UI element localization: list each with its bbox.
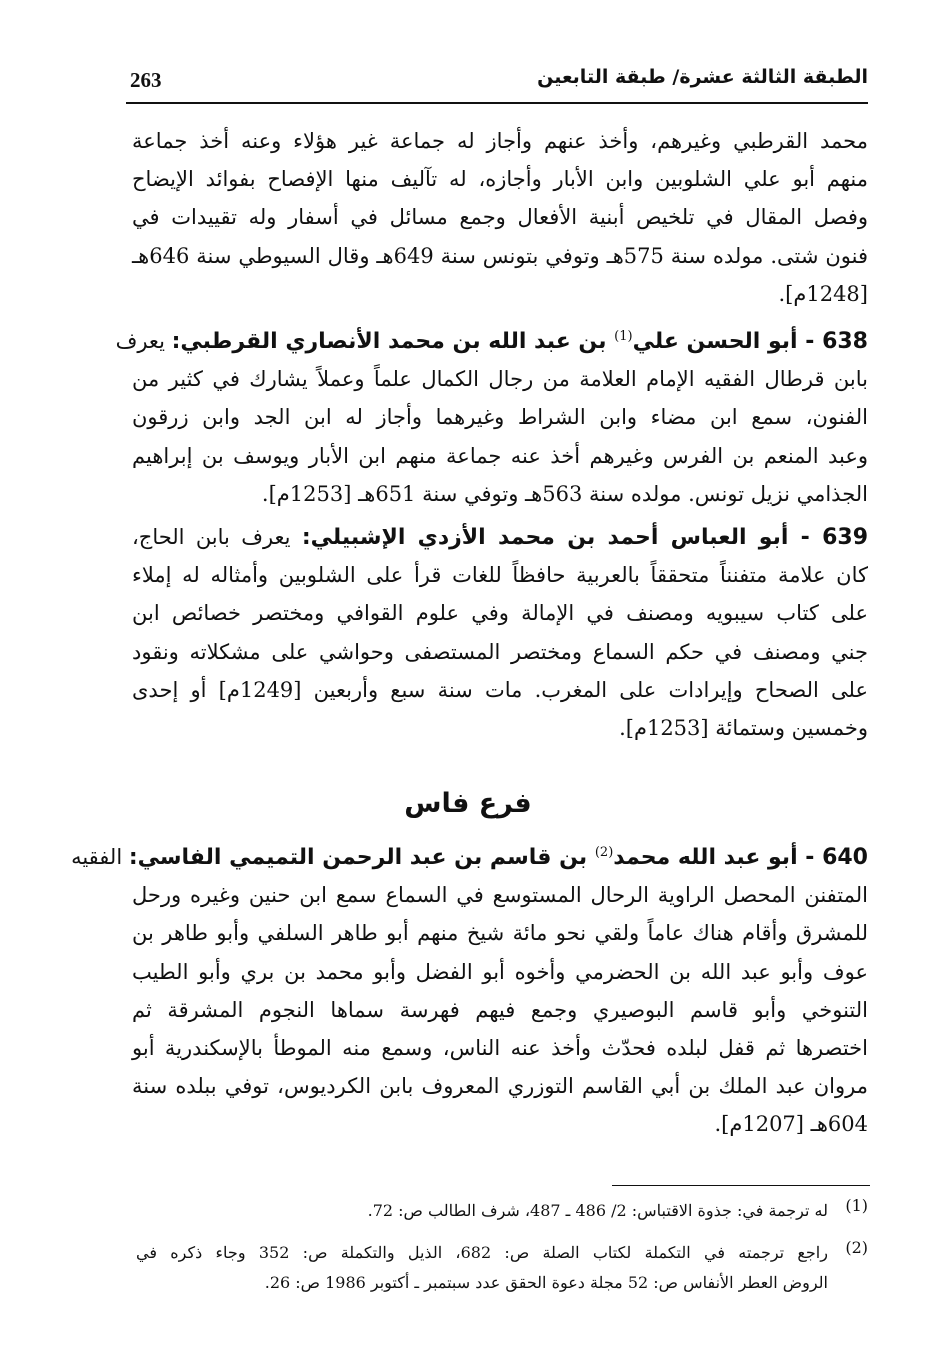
entry-heading: 639 - أبو العباس أحمد بن محمد الأزدي الإشبيلي: [301,525,869,550]
entry-640 [71,838,868,1144]
header-rule [126,102,868,104]
text-line: التنوخي وأبو قاسم البوصيري وجمع فيهم فهرسة سماها النجوم المشرقة ثم [132,997,868,1022]
footnote-separator [612,1185,870,1186]
page-number: 263 [130,68,162,92]
entry-heading-line [132,518,868,556]
footnote-reference: (1) [614,329,633,344]
text-line: وفصل المقال في تلخيص أبنية الأفعال وجمع مسائل في أسفار وله تقييدات في [132,205,868,230]
text-line: منهم أبو علي الشلوبين وابن الأبار وأجازه، له تآليف منها الإفصاح بفوائد الإيضاح [132,167,868,192]
footnotes [136,1196,868,1310]
text-line: على الصحاح وإيرادات على المغرب. مات سنة سبع وأربعين [1249م] أو إحدى [132,677,869,702]
running-title: الطبقة الثالثة عشرة/ طبقة التابعين [537,66,868,88]
text-line: عوف وأبو عبد الله بن الحضرمي وأخوه أبو الفضل وأبو محمد بن بري وأبو الطيب [132,959,868,984]
text-line: وعبد المنعم بن الفرس وغيرهم أخذ عنه جماعة منهم ابن الأبار ويوسف بن إبراهيم [132,443,868,468]
text-line: جني ومصنف في حكم السماع ومختصر المستصفى وحواشي على مشكلاته ونقود [132,639,868,664]
text-line: 604هـ [1207م]. [714,1112,868,1137]
entry-heading-line [115,322,868,360]
footnote-number: (1) [845,1196,868,1215]
text-line: على كتاب سيبويه ومصنف في الإمالة وفي علوم القوافي ومختصر خصائص ابن [132,601,868,626]
text-line: اختصرها ثم قفل لبلده فحدّث وأخذ عنه الناس، وسمع منه الموطأ بالإسكندرية أبو [132,1035,868,1060]
entry-639 [132,518,868,747]
entry-638 [115,322,868,513]
footnote-line: راجع ترجمته في التكملة لكتاب الصلة ص: 682، الذيل والتكملة ص: 352 وجاء ذكره في [136,1243,828,1262]
text-line: وخمسين وستمائة [1253م]. [619,715,868,740]
footnote-number: (2) [845,1238,868,1257]
entry-first-line-tail: الفقيه [71,845,129,869]
text-line: للمشرق وأقام هناك عاماً ولقي نحو مائة شيخ منهم أبو طاهر السلفي وأبو طاهر بن [132,921,868,946]
entry-heading-line [71,838,868,876]
footnote-line: له ترجمة في: جذوة الاقتباس: 2/ 486 ـ 487، شرف الطالب ص: 72. [367,1201,828,1220]
footnote-reference: (2) [594,845,614,860]
text-line: مروان عبد الملك بن أبي القاسم التوزري المعروف بابن الكرديوس، توفي ببلده سنة [132,1074,868,1099]
text-line: بابن قرطال الفقيه الإمام العلامة من رجال الكمال علماً وعملاً يشارك في كثير من [132,367,868,392]
text-line: [1248م]. [778,281,868,306]
entry-637-continuation [132,122,868,313]
entry-heading-rest: بن قاسم بن عبد الرحمن التميمي الفاسي: [128,845,595,870]
text-line: فنون شتى. مولده سنة 575هـ وتوفي بتونس سنة 649هـ وقال السيوطي سنة 646هـ [132,243,869,268]
entry-heading: 640 - أبو عبد الله محمد [613,845,868,870]
section-heading: فرع فاس [404,788,532,819]
entry-heading: 638 - أبو الحسن علي [632,329,868,354]
text-line: الفنون، سمع ابن مضاء وابن الشراط وغيرهما وأجاز له ابن الجد وابن زرقون [132,405,868,430]
entry-first-line-tail: يعرف بابن الحاج، [132,525,302,549]
entry-first-line-tail: يعرف [115,329,172,353]
text-line: المتفنن المحصل الراوية الرحال المستوسع في السماع سمع ابن حنين وغيره ورحل [132,883,868,908]
text-line: محمد القرطبي وغيرهم، وأخذ عنهم وأجاز له جماعة غير هؤلاء وعنه أخذ جماعة [132,129,868,153]
page-header [126,60,868,104]
text-line: كان علامة متفنناً متحققاً بالعربية حافظاً للغات قرأ على الشلوبين وأمثاله له إملاء [132,563,868,588]
footnote-2 [136,1238,868,1298]
footnote-line: الروض العطر الأنفاس ص: 52 مجلة دعوة الحقق عدد سبتمبر ـ أكتوبر 1986 ص: 26. [264,1273,828,1292]
entry-heading-rest: بن عبد الله بن محمد الأنصاري القرطبي: [171,329,615,354]
footnote-1 [136,1196,868,1226]
text-line: الجذامي نزيل تونس. مولده سنة 563هـ وتوفي سنة 651هـ [1253م]. [261,481,868,506]
